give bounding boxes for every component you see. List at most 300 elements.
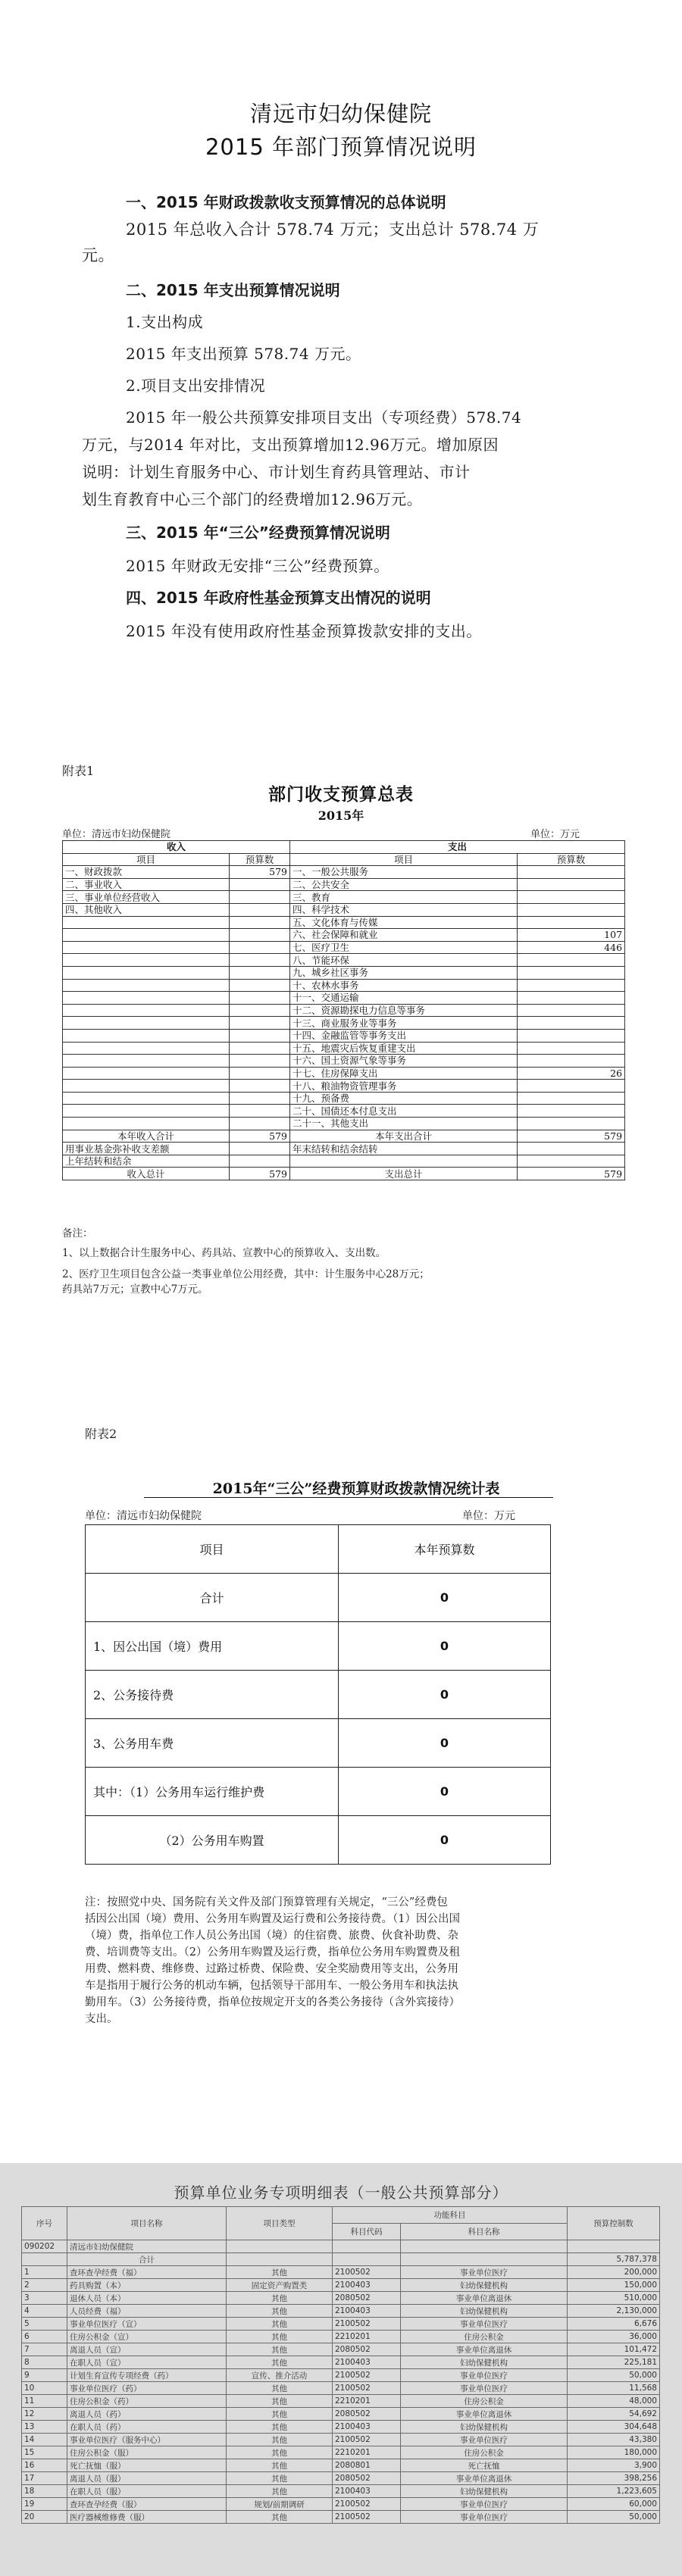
table3-amount: 2,130,000 [568, 2305, 660, 2318]
income-amount [230, 1042, 290, 1055]
table1-group-expense: 支出 [290, 841, 625, 854]
expense-item: 二十、国债还本付息支出 [290, 1105, 518, 1118]
table3-row [22, 2292, 660, 2305]
table3-name: 事业单位医疗（服务中心） [67, 2434, 227, 2446]
table3-subject: 事业单位医疗 [401, 2382, 568, 2395]
table2-note-line: 支出。 [85, 2013, 118, 2025]
table3-code: 2080801 [333, 2459, 401, 2472]
income-amount [230, 966, 290, 979]
table1-row [63, 966, 625, 979]
table3-name: 计划生育宣传专项经费（药） [67, 2369, 227, 2382]
table3-subject: 妇幼保健机构 [401, 2356, 568, 2369]
table3-type: 固定资产购置类 [227, 2279, 333, 2292]
table3-name: 人员经费（福） [67, 2305, 227, 2318]
table3-type: 其他 [227, 2343, 333, 2356]
income-amount: 579 [230, 866, 290, 879]
table3-row [22, 2395, 660, 2408]
table3-subject: 事业单位医疗 [401, 2434, 568, 2446]
table1-col-item: 项目 [63, 853, 230, 866]
table3-seq: 20 [22, 2511, 67, 2524]
table1-group-income: 收入 [63, 841, 290, 854]
table1-row [63, 903, 625, 916]
table3-type: 其他 [227, 2382, 333, 2395]
income-item: 四、其他收入 [63, 903, 230, 916]
total-left-amount [230, 1143, 290, 1155]
table3-row [22, 2498, 660, 2511]
table3-type: 其他 [227, 2485, 333, 2498]
table3-seq: 6 [22, 2331, 67, 2343]
expense-item: 十、农林水事务 [290, 979, 518, 992]
table3-col-code: 科目代码 [333, 2224, 401, 2240]
total-right-amount [518, 1155, 625, 1168]
table3-total-label: 合计 [67, 2253, 227, 2266]
table3-row [22, 2511, 660, 2524]
expense-amount [518, 1042, 625, 1055]
table3-type: 宣传、推介活动 [227, 2369, 333, 2382]
table3-type: 其他 [227, 2318, 333, 2331]
table3-subject: 事业单位医疗 [401, 2498, 568, 2511]
table2-row [86, 1768, 551, 1816]
table1-row [63, 1105, 625, 1118]
table1-row [63, 1029, 625, 1042]
total-right-amount: 579 [518, 1130, 625, 1143]
expense-amount [518, 1080, 625, 1093]
expense-item: 十八、粮油物资管理事务 [290, 1080, 518, 1093]
table1-unit-right: 单位：万元 [530, 829, 580, 840]
table2-row [86, 1816, 551, 1865]
table3-row [22, 2408, 660, 2421]
income-item [63, 1067, 230, 1080]
table3-amount: 150,000 [568, 2279, 660, 2292]
expense-item: 七、医疗卫生 [290, 941, 518, 954]
table1-note-1: 1、以上数据合计生服务中心、药具站、宣教中心的预算收入、支出数。 [62, 1247, 386, 1259]
table3-type: 其他 [227, 2395, 333, 2408]
table3-subject: 事业单位医疗 [401, 2266, 568, 2279]
table1-notes-title: 备注： [62, 1227, 93, 1240]
income-amount [230, 992, 290, 1005]
income-item [63, 954, 230, 967]
table3-code: 2210201 [333, 2395, 401, 2408]
income-amount [230, 1092, 290, 1105]
expense-item: 十四、金融监管等事务支出 [290, 1029, 518, 1042]
table3-row [22, 2266, 660, 2279]
total-left-amount [230, 1155, 290, 1168]
table3-seq: 14 [22, 2434, 67, 2446]
table3-type: 其他 [227, 2511, 333, 2524]
table3-col-type: 项目类型 [227, 2207, 333, 2240]
income-amount [230, 1067, 290, 1080]
table3-name: 事业单位医疗（药） [67, 2382, 227, 2395]
table3-code: 2100403 [333, 2421, 401, 2434]
table3-name: 离退人员（宣） [67, 2343, 227, 2356]
table2-note-line: 括因公出国（境）费用、公务用车购置及运行费和公务接待费。（1）因公出国 [85, 1913, 460, 1925]
table2-amount: 0 [339, 1768, 551, 1816]
table2-row [86, 1719, 551, 1768]
table3-amount: 36,000 [568, 2331, 660, 2343]
table1-note-2b: 药具站7万元；宣教中心7万元。 [62, 1283, 208, 1296]
table3-row [22, 2279, 660, 2292]
table3-code: 2100403 [333, 2485, 401, 2498]
table2-amount: 0 [339, 1574, 551, 1622]
table1-total-row [63, 1155, 625, 1168]
expense-amount [518, 992, 625, 1005]
table3-seq: 3 [22, 2292, 67, 2305]
table3-subject: 事业单位医疗 [401, 2318, 568, 2331]
table3-type: 其他 [227, 2446, 333, 2459]
table1-row [63, 1004, 625, 1017]
income-item [63, 1042, 230, 1055]
income-amount [230, 1004, 290, 1017]
table3-row [22, 2472, 660, 2485]
table2-note-line: 费、培训费等支出。（2）公务用车购置及运行费，指单位公务用车购置费及租 [85, 1946, 460, 1959]
table3-subject: 事业单位医疗 [401, 2511, 568, 2524]
section-2-sub2-text-b: 万元，与2014 年对比，支出预算增加12.96万元。增加原因 [82, 436, 499, 454]
expense-amount: 446 [518, 941, 625, 954]
table3-row [22, 2356, 660, 2369]
table1-total-row [63, 1143, 625, 1155]
income-item [63, 1055, 230, 1068]
section-4-heading: 四、2015 年政府性基金预算支出情况的说明 [126, 589, 431, 607]
total-right-amount: 579 [518, 1168, 625, 1180]
table2-amount: 0 [339, 1719, 551, 1768]
table3-row [22, 2343, 660, 2356]
table3-type: 其他 [227, 2331, 333, 2343]
table3-amount: 43,380 [568, 2434, 660, 2446]
table1-year: 2015年 [318, 808, 364, 823]
table1-row [63, 941, 625, 954]
expense-amount [518, 1029, 625, 1042]
table3-name: 死亡抚恤（服） [67, 2459, 227, 2472]
expense-amount [518, 1004, 625, 1017]
expense-amount [518, 878, 625, 891]
table3-amount: 398,256 [568, 2472, 660, 2485]
three-public-expenses-table [85, 1524, 551, 1865]
table3-col-func: 功能科目 [333, 2207, 568, 2224]
table3-seq: 1 [22, 2266, 67, 2279]
expense-amount [518, 979, 625, 992]
section-3-heading: 三、2015 年“三公”经费预算情况说明 [126, 524, 390, 542]
table3-type: 其他 [227, 2434, 333, 2446]
table3-amount: 200,000 [568, 2266, 660, 2279]
table1-row [63, 1067, 625, 1080]
section-2-sub2-text-a: 2015 年一般公共预算安排项目支出（专项经费）578.74 [126, 408, 522, 427]
table3-name: 事业单位医疗（宣） [67, 2318, 227, 2331]
total-right-amount [518, 1143, 625, 1155]
expense-amount [518, 1092, 625, 1105]
table3-code: 2100502 [333, 2511, 401, 2524]
table3-code: 2100502 [333, 2318, 401, 2331]
table2-row [86, 1671, 551, 1719]
table2-unit-left: 单位：清远市妇幼保健院 [85, 1510, 202, 1522]
income-amount [230, 878, 290, 891]
table3-seq: 8 [22, 2356, 67, 2369]
table3-subject: 住房公积金 [401, 2395, 568, 2408]
table3-subject: 妇幼保健机构 [401, 2485, 568, 2498]
income-item [63, 1092, 230, 1105]
table1-row [63, 1092, 625, 1105]
table3-seq: 2 [22, 2279, 67, 2292]
table3-name: 离退人员（药） [67, 2408, 227, 2421]
table2-amount: 0 [339, 1622, 551, 1671]
table2-item: 3、公务用车费 [86, 1719, 339, 1768]
table3-seq: 17 [22, 2472, 67, 2485]
table3-amount: 101,472 [568, 2343, 660, 2356]
table1-col-item: 项目 [290, 853, 518, 866]
table3-name: 离退人员（服） [67, 2472, 227, 2485]
expense-amount [518, 1118, 625, 1130]
document-title-line1: 清远市妇幼保健院 [249, 101, 432, 127]
table2-amount: 0 [339, 1816, 551, 1865]
table2-item: 2、公务接待费 [86, 1671, 339, 1719]
section-4-text: 2015 年没有使用政府性基金预算拨款安排的支出。 [126, 622, 482, 640]
income-item [63, 979, 230, 992]
table3-subject: 妇幼保健机构 [401, 2305, 568, 2318]
table2-note-line: 注：按照党中央、国务院有关文件及部门预算管理有关规定，“三公”经费包 [85, 1896, 448, 1909]
table1-row [63, 929, 625, 942]
table3-seq: 18 [22, 2485, 67, 2498]
section-2-heading: 二、2015 年支出预算情况说明 [126, 281, 340, 299]
income-amount [230, 929, 290, 942]
document-title-line2: 2015 年部门预算情况说明 [205, 134, 477, 160]
table3-code: 2080502 [333, 2292, 401, 2305]
table1-total-row [63, 1130, 625, 1143]
total-left-label: 上年结转和结余 [63, 1155, 230, 1168]
table3-type: 规划/前期调研 [227, 2498, 333, 2511]
expense-amount: 26 [518, 1067, 625, 1080]
expense-amount [518, 1105, 625, 1118]
table3-subject: 妇幼保健机构 [401, 2279, 568, 2292]
expense-amount [518, 916, 625, 929]
table3-col-seq: 序号 [22, 2207, 67, 2240]
expense-item: 十三、商业服务业等事务 [290, 1017, 518, 1030]
table3-subject: 事业单位离退休 [401, 2408, 568, 2421]
table3-code: 2080502 [333, 2408, 401, 2421]
table1-row [63, 1055, 625, 1068]
income-item [63, 1105, 230, 1118]
table3-seq: 5 [22, 2318, 67, 2331]
table3-code: 2100502 [333, 2266, 401, 2279]
table3-code: 2100502 [333, 2382, 401, 2395]
total-left-amount: 579 [230, 1130, 290, 1143]
table3-unit-name: 清远市妇幼保健院 [67, 2240, 227, 2253]
table2-row [86, 1574, 551, 1622]
income-item [63, 1029, 230, 1042]
table2-amount: 0 [339, 1671, 551, 1719]
section-2-sub2-text-c: 说明：计划生育服务中心、市计划生育药具管理站、市计 [82, 463, 471, 481]
table1-col-amount: 预算数 [518, 853, 625, 866]
table3-amount: 11,568 [568, 2382, 660, 2395]
table3-name: 在职人员（宣） [67, 2356, 227, 2369]
table3-seq: 9 [22, 2369, 67, 2382]
table2-note-line: （境）费，指单位工作人员公务出国（境）的住宿费、旅费、伙食补助费、杂 [85, 1930, 458, 1942]
income-item [63, 1017, 230, 1030]
expense-item: 六、社会保障和就业 [290, 929, 518, 942]
expense-item: 十五、地震灾后恢复重建支出 [290, 1042, 518, 1055]
table2-col-amount: 本年预算数 [339, 1525, 551, 1574]
expense-item: 十七、住房保障支出 [290, 1067, 518, 1080]
table3-title: 预算单位业务专项明细表（一般公共预算部分） [174, 2184, 508, 2202]
appendix-1-label: 附表1 [62, 764, 95, 778]
table3-amount: 304,648 [568, 2421, 660, 2434]
table3-subject: 事业单位医疗 [401, 2369, 568, 2382]
table3-amount: 6,676 [568, 2318, 660, 2331]
table3-seq: 19 [22, 2498, 67, 2511]
expense-item: 八、节能环保 [290, 954, 518, 967]
table3-code: 2100502 [333, 2434, 401, 2446]
table2-col-item: 项目 [86, 1525, 339, 1574]
table3-amount: 54,692 [568, 2408, 660, 2421]
section-2-sub2: 2.项目支出安排情况 [126, 377, 266, 395]
table3-code: 2210201 [333, 2331, 401, 2343]
table3-type: 其他 [227, 2459, 333, 2472]
special-project-detail-table [21, 2206, 660, 2524]
table3-row [22, 2369, 660, 2382]
expense-item: 二、公共安全 [290, 878, 518, 891]
section-3-text: 2015 年财政无安排“三公”经费预算。 [126, 557, 389, 575]
table1-row [63, 992, 625, 1005]
table2-note-line: 车是指用于履行公务的机动车辆，包括领导干部用车、一般公务用车和执法执 [85, 1980, 458, 1992]
table3-row [22, 2434, 660, 2446]
expense-item: 四、科学技术 [290, 903, 518, 916]
table1-title: 部门收支预算总表 [268, 784, 414, 805]
table3-code: 2100403 [333, 2356, 401, 2369]
income-item: 二、事业收入 [63, 878, 230, 891]
table2-title: 2015年“三公”经费预算财政拨款情况统计表 [212, 1480, 500, 1497]
income-item [63, 1080, 230, 1093]
table3-name: 查环查孕经费（服） [67, 2498, 227, 2511]
income-amount [230, 979, 290, 992]
table3-type: 其他 [227, 2421, 333, 2434]
section-2-sub2-text-d: 划生育教育中心三个部门的经费增加12.96万元。 [82, 490, 423, 508]
section-2-sub1-text: 2015 年支出预算 578.74 万元。 [126, 345, 361, 363]
income-amount [230, 954, 290, 967]
table3-type: 其他 [227, 2266, 333, 2279]
table3-type: 其他 [227, 2472, 333, 2485]
table3-col-amount: 预算控制数 [568, 2207, 660, 2240]
table3-subject: 住房公积金 [401, 2446, 568, 2459]
table3-col-name: 项目名称 [67, 2207, 227, 2240]
table3-seq: 11 [22, 2395, 67, 2408]
table1-row [63, 1017, 625, 1030]
table1-row [63, 866, 625, 879]
income-amount [230, 916, 290, 929]
table3-name: 住房公积金（宣） [67, 2331, 227, 2343]
table3-name: 住房公积金（药） [67, 2395, 227, 2408]
table2-item: 1、因公出国（境）费用 [86, 1622, 339, 1671]
table1-row [63, 1080, 625, 1093]
income-amount [230, 1080, 290, 1093]
income-amount [230, 1029, 290, 1042]
table1-row [63, 1118, 625, 1130]
table3-col-subject: 科目名称 [401, 2224, 568, 2240]
income-amount [230, 941, 290, 954]
table3-name: 药具购置（本） [67, 2279, 227, 2292]
table2-unit-right: 单位：万元 [462, 1510, 515, 1522]
expense-item: 九、城乡社区事务 [290, 966, 518, 979]
income-item [63, 992, 230, 1005]
table3-seq: 16 [22, 2459, 67, 2472]
table3-amount: 48,000 [568, 2395, 660, 2408]
income-amount [230, 903, 290, 916]
section-1-text-a: 2015 年总收入合计 578.74 万元；支出总计 578.74 万 [126, 220, 540, 239]
income-item [63, 929, 230, 942]
table2-item: （2）公务用车购置 [86, 1816, 339, 1865]
table3-row [22, 2331, 660, 2343]
table3-code: 2080502 [333, 2472, 401, 2485]
table3-row [22, 2485, 660, 2498]
table3-code: 2080502 [333, 2343, 401, 2356]
expense-amount [518, 866, 625, 879]
income-item [63, 941, 230, 954]
table3-row [22, 2446, 660, 2459]
table3-seq: 4 [22, 2305, 67, 2318]
table3-amount: 1,223,605 [568, 2485, 660, 2498]
table3-type: 其他 [227, 2292, 333, 2305]
table3-amount: 225,181 [568, 2356, 660, 2369]
table1-row [63, 891, 625, 904]
table3-code: 2100403 [333, 2279, 401, 2292]
income-item: 三、事业单位经营收入 [63, 891, 230, 904]
expense-item: 二十一、其他支出 [290, 1118, 518, 1130]
table3-subject: 事业单位离退休 [401, 2343, 568, 2356]
section-2-sub1: 1.支出构成 [126, 313, 204, 331]
table3-name: 在职人员（服） [67, 2485, 227, 2498]
table3-amount: 50,000 [568, 2511, 660, 2524]
budget-summary-table [62, 840, 625, 1180]
expense-item: 一、一般公共服务 [290, 866, 518, 879]
expense-item: 十九、预备费 [290, 1092, 518, 1105]
table3-type: 其他 [227, 2408, 333, 2421]
table3-amount: 50,000 [568, 2369, 660, 2382]
table1-row [63, 1042, 625, 1055]
table3-subject: 事业单位离退休 [401, 2472, 568, 2485]
table3-seq: 7 [22, 2343, 67, 2356]
total-left-label: 用事业基金弥补收支差额 [63, 1143, 230, 1155]
table3-row [22, 2421, 660, 2434]
total-right-label [290, 1155, 518, 1168]
table2-note-line: 勤用车。（3）公务接待费，指单位按规定开支的各类公务接待（含外宾接待） [85, 1996, 460, 2009]
expense-item: 十一、交通运输 [290, 992, 518, 1005]
table1-row [63, 878, 625, 891]
total-left-label: 本年收入合计 [63, 1130, 230, 1143]
expense-amount: 107 [518, 929, 625, 942]
total-left-amount: 579 [230, 1168, 290, 1180]
expense-item: 十二、资源勘探电力信息等事务 [290, 1004, 518, 1017]
table3-amount: 180,000 [568, 2446, 660, 2459]
table2-item: 合计 [86, 1574, 339, 1622]
expense-amount [518, 903, 625, 916]
expense-amount [518, 966, 625, 979]
table3-code: 2100403 [333, 2305, 401, 2318]
expense-amount [518, 954, 625, 967]
table2-note-line: 用费、燃料费、维修费、过路过桥费、保险费、安全奖励费用等支出，公务用 [85, 1963, 458, 1975]
expense-item: 十六、国土资源气象等事务 [290, 1055, 518, 1068]
total-left-label: 收入总计 [63, 1168, 230, 1180]
table1-note-2a: 2、医疗卫生项目包含公益一类事业单位公用经费，其中：计生服务中心28万元； [62, 1268, 430, 1280]
table3-name: 查环查孕经费（福） [67, 2266, 227, 2279]
table1-notes [62, 1226, 624, 1297]
table3-unit-code: 090202 [22, 2240, 67, 2253]
expense-amount [518, 891, 625, 904]
table3-amount: 510,000 [568, 2292, 660, 2305]
table3-seq: 10 [22, 2382, 67, 2395]
table2-title-underline [144, 1497, 553, 1498]
table3-name: 退休人员（本） [67, 2292, 227, 2305]
income-amount [230, 891, 290, 904]
table3-row [22, 2459, 660, 2472]
income-item [63, 1118, 230, 1130]
table2-notes [85, 1894, 555, 2027]
